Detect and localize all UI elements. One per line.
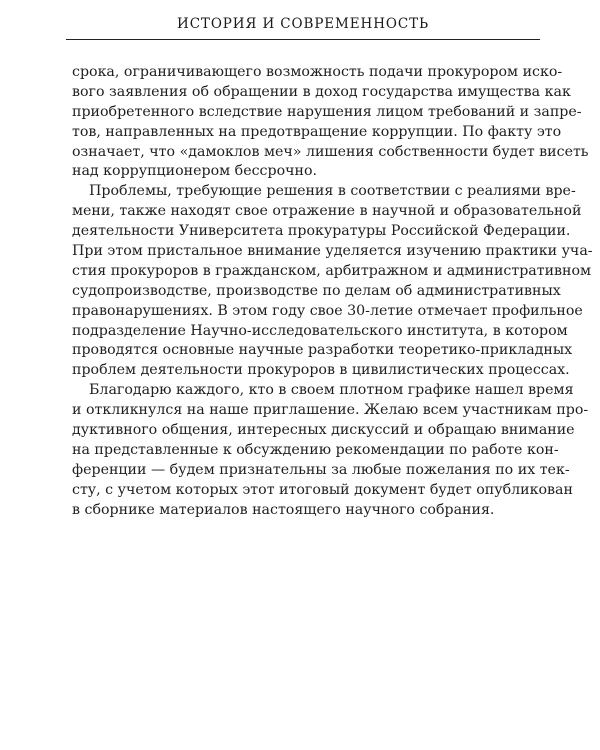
text-line: вого заявления об обращении в доход государства имущества как (72, 83, 571, 100)
text-line: означает, что «дамоклов меч» лишения собственности будет висеть (72, 143, 589, 160)
text-line: тов, направленных на предотвращение коррупции. По факту это (72, 123, 562, 140)
text-line: на представленные к обсуждению рекомендации по работе кон- (72, 441, 559, 458)
text-line: мени, также находят свое отражение в научной и образовательной (72, 203, 582, 220)
running-header-title: ИСТОРИЯ И СОВРЕМЕННОСТЬ (177, 16, 429, 32)
text-line: судопроизводстве, производстве по делам об административных (72, 282, 561, 299)
text-line: проводятся основные научные разработки теоретико-прикладных (72, 342, 573, 359)
text-line: дуктивного общения, интересных дискуссий и обращаю внимание (72, 422, 575, 439)
text-line: Благодарю каждого, кто в своем плотном графике нашел время (89, 382, 574, 399)
text-line: над коррупционером бессрочно. (72, 163, 318, 180)
text-line: Проблемы, требующие решения в соответствии с реалиями вре- (89, 183, 576, 200)
text-line: в сборнике материалов настоящего научного собрания. (72, 501, 495, 518)
text-line: ференции — будем признательны за любые пожелания по их тек- (72, 461, 570, 478)
text-line: стия прокуроров в гражданском, арбитражном и административном (72, 262, 592, 279)
paragraph-2 (72, 182, 593, 381)
header-rule (66, 39, 540, 40)
paragraph-3 (72, 381, 589, 520)
paragraph-1 (72, 63, 589, 182)
text-line: сту, с учетом которых этот итоговый документ будет опубликован (72, 481, 573, 498)
text-line: срока, ограничивающего возможность подачи прокурором иско- (72, 64, 563, 80)
text-line: и откликнулся на наше приглашение. Желаю всем участникам про- (72, 402, 589, 419)
text-line: приобретенного вследствие нарушения лицом требований и запре- (72, 103, 582, 120)
text-line: правонарушениях. В этом году свое 30-летие отмечает профильное (72, 302, 583, 319)
text-line: При этом пристальное внимание уделяется изучению практики уча- (72, 243, 593, 260)
text-line: подразделение Научно-исследовательского института, в котором (72, 322, 568, 339)
text-line: проблем деятельности прокуроров в цивилистических процессах. (72, 362, 570, 379)
text-line: деятельности Университета прокуратуры Российской Федерации. (72, 223, 571, 240)
body-text (72, 63, 593, 520)
running-header (66, 14, 540, 40)
